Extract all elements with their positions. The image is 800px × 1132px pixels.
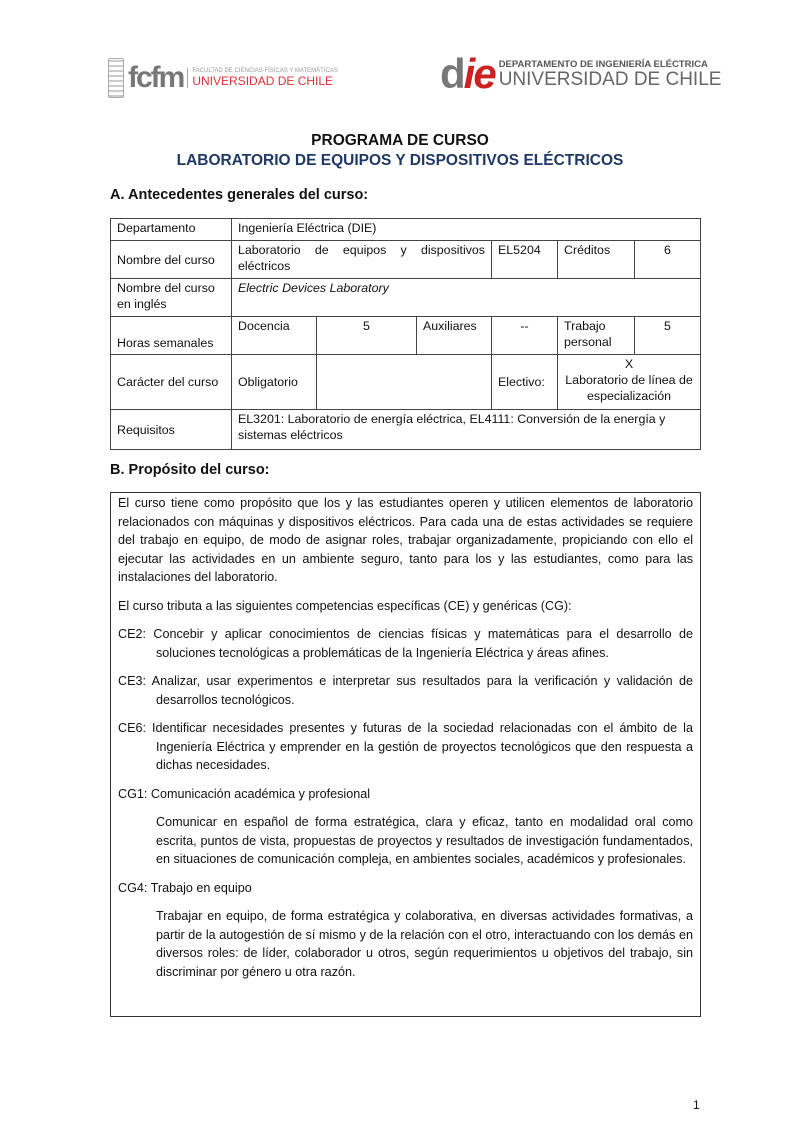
section-a-heading: A. Antecedentes generales del curso: — [110, 187, 369, 203]
course-title: LABORATORIO DE EQUIPOS Y DISPOSITIVOS ELÉCTRICOS — [176, 152, 624, 169]
competency: CG4: Trabajo en equipo — [118, 880, 252, 895]
die-line2: UNIVERSIDAD DE CHILE — [498, 69, 722, 90]
label: Nombre del curso en inglés — [111, 279, 232, 317]
label: Departamento — [111, 219, 232, 241]
section-b-heading: B. Propósito del curso: — [110, 462, 270, 478]
value: Laboratorio de equipos y dispositivos eléctricos — [232, 241, 492, 279]
die-mark: die — [440, 50, 495, 97]
value — [317, 355, 492, 410]
fcfm-logo — [108, 58, 338, 98]
fcfm-line1: FACULTAD DE CIENCIAS FÍSICAS Y MATEMÁTICAS — [192, 68, 338, 74]
value: Laboratorio de línea de especialización — [565, 373, 693, 403]
competency: CE3: Analizar, usar experimentos e interpretar sus resultados para la verificación y validación de desarrollos tecnológicos. — [118, 674, 693, 707]
course-info-table — [110, 218, 701, 450]
elective-mark: X — [624, 357, 634, 371]
competency: CE6: Identificar necesidades presentes y futuras de la sociedad relacionadas con el ámbito de la Ingeniería Eléctrica y emprender en la gestión de proyectos tecnológicos que den respuesta a dichas necesidades. — [118, 721, 693, 772]
die-line1: DEPARTAMENTO DE INGENIERÍA ELÉCTRICA — [498, 59, 708, 70]
die-logo — [440, 50, 722, 97]
university-seal-icon — [108, 58, 124, 98]
paragraph: El curso tiene como propósito que los y las estudiantes operen y utilicen elementos de laboratorio relacionados con máquinas y dispositivos eléctricos. Para cada una de estas actividades se requiere del trabajo en equipo, de modo de asignar roles, trabajar organizadamente, propiciando con ello el ejecutar las actividades en un ambiente seguro, tanto para los y las estudiantes, como para las instalaciones del laboratorio. — [118, 496, 693, 584]
fcfm-mark: fcfm — [128, 61, 184, 94]
label: Créditos — [558, 241, 635, 279]
label: Electivo: — [492, 355, 558, 410]
competency: CG1: Comunicación académica y profesional — [118, 786, 370, 801]
fcfm-line2: UNIVERSIDAD DE CHILE — [192, 74, 334, 88]
value: 5 — [635, 317, 701, 355]
value: Electric Devices Laboratory — [232, 279, 701, 317]
label: Carácter del curso — [111, 355, 232, 410]
value: Ingeniería Eléctrica (DIE) — [232, 219, 701, 241]
label: Obligatorio — [232, 355, 317, 410]
purpose-box — [110, 492, 701, 1017]
value: EL3201: Laboratorio de energía eléctrica, EL4111: Conversión de la energía y sistemas eléctricos — [232, 410, 701, 450]
label: Trabajo personal — [558, 317, 635, 355]
label: Horas semanales — [111, 317, 232, 355]
course-code: EL5204 — [492, 241, 558, 279]
label: Requisitos — [111, 410, 232, 450]
value: -- — [492, 317, 558, 355]
label: Auxiliares — [417, 317, 492, 355]
document-title: PROGRAMA DE CURSO — [311, 132, 489, 149]
competency-text: Trabajar en equipo, de forma estratégica y colaborativa, en diversas actividades formativas, a partir de la autogestión de sí mismo y de la relación con el otro, interactuando con los demás en diversos roles: de líder, colaborador u otros, según requerimientos u objetivos del trabajo, sin discriminar por género u otra razón. — [156, 909, 693, 979]
competency-text: Comunicar en español de forma estratégica, clara y eficaz, tanto en modalidad oral como escrita, puntos de vista, propuestas de proyectos y resultados de investigación fundamentados, en situaciones de comunicación compleja, en ambientes sociales, académicos y profesionales. — [156, 815, 693, 866]
page-number: 1 — [693, 1098, 700, 1112]
credits-value: 6 — [635, 241, 701, 279]
label: Nombre del curso — [111, 241, 232, 279]
value: 5 — [317, 317, 417, 355]
label: Docencia — [232, 317, 317, 355]
competency: CE2: Concebir y aplicar conocimientos de ciencias físicas y matemáticas para el desarrollo de soluciones tecnológicas a problemáticas de la Ingeniería Eléctrica y áreas afines. — [118, 627, 693, 660]
paragraph: El curso tributa a las siguientes competencias específicas (CE) y genéricas (CG): — [118, 598, 572, 613]
